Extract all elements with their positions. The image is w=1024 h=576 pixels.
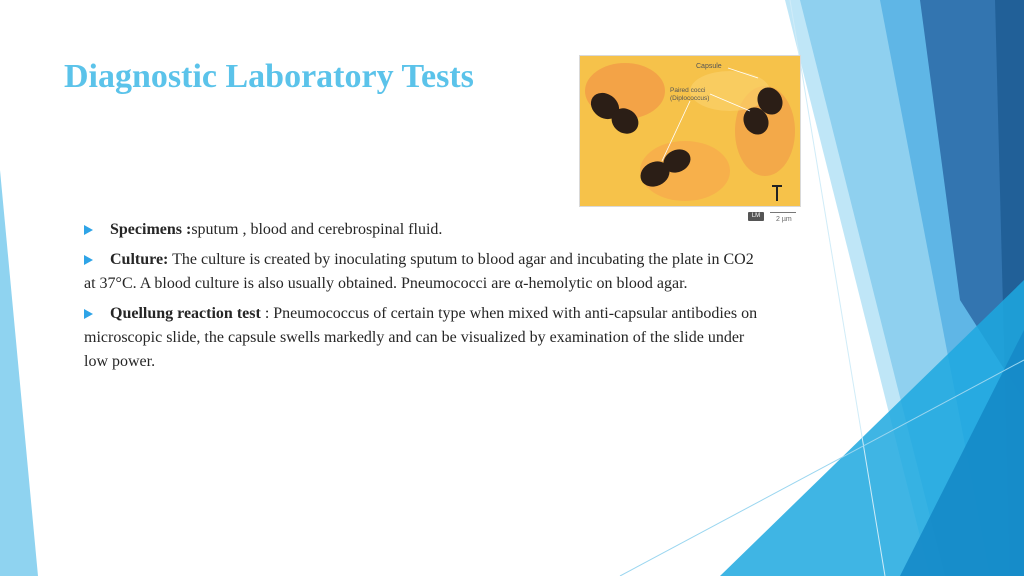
bullet-text: sputum , blood and cerebrospinal fluid. — [191, 221, 443, 238]
scale-badge: LM — [748, 212, 764, 221]
bullet-label: Quellung reaction test — [110, 305, 261, 322]
bullet-label: Specimens : — [110, 221, 192, 238]
bullet-specimens — [84, 218, 764, 242]
bullet-quellung — [84, 302, 764, 374]
bullet-text: The culture is created by inoculating sputum to blood agar and incubating the plate in CO2 at 37°C. A blood culture is also usually obtained. Pneumococci are α-hemolytic on blood agar. — [84, 251, 754, 292]
bullet-arrow-icon — [84, 309, 93, 319]
bullet-arrow-icon — [84, 255, 93, 265]
bullet-arrow-icon — [84, 225, 93, 235]
bullet-label: Culture: — [110, 251, 169, 268]
diplococcus-label: (Diplococcus) — [670, 95, 710, 102]
paired-cocci-label: Paired cocci — [670, 87, 706, 94]
bullet-culture — [84, 248, 764, 296]
bullet-text: : Pneumococcus of certain type when mixed with anti-capsular antibodies on microscopic slide, the capsule swells markedly and can be visualized by examination of the slide under low power. — [84, 305, 758, 370]
slide-title: Diagnostic Laboratory Tests — [64, 58, 474, 95]
scale-label: 2 µm — [776, 216, 792, 223]
bullet-list — [84, 218, 764, 380]
micrograph-image — [579, 55, 801, 207]
capsule-label: Capsule — [696, 63, 722, 70]
micrograph-graphic — [580, 56, 800, 206]
